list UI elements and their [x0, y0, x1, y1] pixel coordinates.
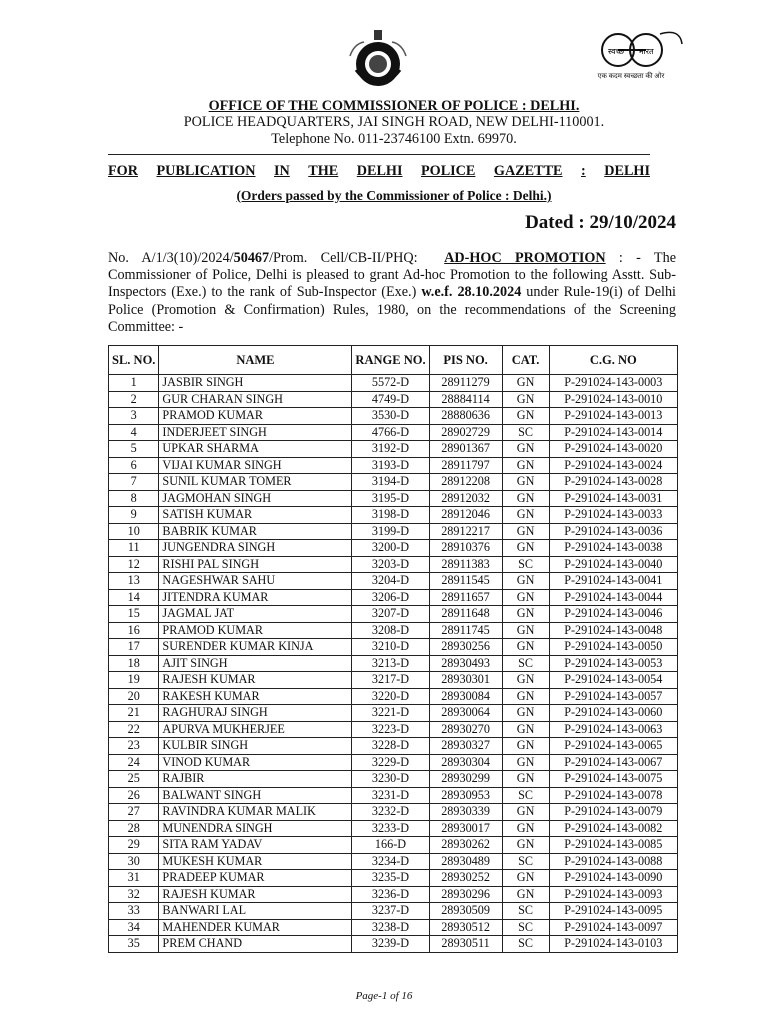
table-row — [109, 507, 678, 524]
sl-cell: 4 — [109, 424, 159, 441]
table-row — [109, 936, 678, 953]
range-cell: 3210-D — [352, 639, 429, 656]
name-cell: GUR CHARAN SINGH — [159, 391, 352, 408]
promotion-table — [108, 345, 678, 953]
col-name: NAME — [159, 346, 352, 375]
cg-cell: P-291024-143-0103 — [549, 936, 677, 953]
pis-cell: 28930493 — [429, 655, 502, 672]
sl-cell: 34 — [109, 919, 159, 936]
table-row — [109, 837, 678, 854]
cg-cell: P-291024-143-0046 — [549, 606, 677, 623]
name-cell: VIJAI KUMAR SINGH — [159, 457, 352, 474]
sl-cell: 18 — [109, 655, 159, 672]
cat-cell: GN — [502, 457, 549, 474]
sl-cell: 33 — [109, 903, 159, 920]
header-divider — [108, 154, 650, 155]
sl-cell: 13 — [109, 573, 159, 590]
range-cell: 3192-D — [352, 441, 429, 458]
range-cell: 3193-D — [352, 457, 429, 474]
cg-cell: P-291024-143-0075 — [549, 771, 677, 788]
name-cell: MUNENDRA SINGH — [159, 820, 352, 837]
cat-cell: SC — [502, 556, 549, 573]
cg-cell: P-291024-143-0031 — [549, 490, 677, 507]
name-cell: NAGESHWAR SAHU — [159, 573, 352, 590]
cat-cell: GN — [502, 573, 549, 590]
table-row — [109, 474, 678, 491]
pis-cell: 28930262 — [429, 837, 502, 854]
range-cell: 3195-D — [352, 490, 429, 507]
range-cell: 3233-D — [352, 820, 429, 837]
sl-cell: 16 — [109, 622, 159, 639]
cat-cell: GN — [502, 441, 549, 458]
range-cell: 3223-D — [352, 721, 429, 738]
sl-cell: 9 — [109, 507, 159, 524]
name-cell: JAGMAL JAT — [159, 606, 352, 623]
range-cell: 3203-D — [352, 556, 429, 573]
range-cell: 3217-D — [352, 672, 429, 689]
cg-cell: P-291024-143-0093 — [549, 886, 677, 903]
cat-cell: GN — [502, 540, 549, 557]
cg-cell: P-291024-143-0040 — [549, 556, 677, 573]
range-cell: 3238-D — [352, 919, 429, 936]
cat-cell: GN — [502, 375, 549, 392]
pis-cell: 28911545 — [429, 573, 502, 590]
table-row — [109, 639, 678, 656]
pis-cell: 28930252 — [429, 870, 502, 887]
pis-cell: 28930084 — [429, 688, 502, 705]
table-row — [109, 672, 678, 689]
range-cell: 3194-D — [352, 474, 429, 491]
pis-cell: 28912217 — [429, 523, 502, 540]
pis-cell: 28912032 — [429, 490, 502, 507]
name-cell: PRAMOD KUMAR — [159, 408, 352, 425]
range-cell: 3207-D — [352, 606, 429, 623]
table-row — [109, 606, 678, 623]
pub-word: DELHI — [604, 163, 650, 179]
col-pis: PIS NO. — [429, 346, 502, 375]
cg-cell: P-291024-143-0014 — [549, 424, 677, 441]
pis-cell: 28930301 — [429, 672, 502, 689]
cg-cell: P-291024-143-0053 — [549, 655, 677, 672]
table-row — [109, 705, 678, 722]
name-cell: RAVINDRA KUMAR MALIK — [159, 804, 352, 821]
sl-cell: 7 — [109, 474, 159, 491]
cat-cell: SC — [502, 853, 549, 870]
pis-cell: 28911657 — [429, 589, 502, 606]
table-row — [109, 375, 678, 392]
sl-cell: 3 — [109, 408, 159, 425]
sl-cell: 1 — [109, 375, 159, 392]
pis-cell: 28880636 — [429, 408, 502, 425]
sl-cell: 35 — [109, 936, 159, 953]
pis-cell: 28930327 — [429, 738, 502, 755]
pis-cell: 28930017 — [429, 820, 502, 837]
cat-cell: SC — [502, 903, 549, 920]
cg-cell: P-291024-143-0010 — [549, 391, 677, 408]
cg-cell: P-291024-143-0057 — [549, 688, 677, 705]
swachh-tagline: एक कदम स्वच्छता की ओर — [597, 72, 665, 80]
range-cell: 3198-D — [352, 507, 429, 524]
sl-cell: 24 — [109, 754, 159, 771]
table-row — [109, 573, 678, 590]
name-cell: RAJBIR — [159, 771, 352, 788]
order-text-rest: under Rule-19(i) of Delhi Police (Promotion & Confirmation) Rules, 1980, on the recommendations of the Screening Committee: - — [108, 284, 676, 335]
pis-cell: 28911648 — [429, 606, 502, 623]
cat-cell: GN — [502, 606, 549, 623]
name-cell: SUNIL KUMAR TOMER — [159, 474, 352, 491]
sl-cell: 12 — [109, 556, 159, 573]
cat-cell: GN — [502, 523, 549, 540]
table-row — [109, 853, 678, 870]
pis-cell: 28902729 — [429, 424, 502, 441]
pis-cell: 28911797 — [429, 457, 502, 474]
pub-word: POLICE — [421, 163, 476, 179]
pub-word: THE — [308, 163, 339, 179]
pub-word: : — [581, 163, 586, 179]
pis-cell: 28901367 — [429, 441, 502, 458]
range-cell: 3206-D — [352, 589, 429, 606]
pis-cell: 28930489 — [429, 853, 502, 870]
office-title: OFFICE OF THE COMMISSIONER OF POLICE : DELHI. — [208, 98, 580, 114]
name-cell: BANWARI LAL — [159, 903, 352, 920]
table-row — [109, 523, 678, 540]
name-cell: SITA RAM YADAV — [159, 837, 352, 854]
cat-cell: SC — [502, 936, 549, 953]
table-row — [109, 721, 678, 738]
pis-cell: 28930299 — [429, 771, 502, 788]
pis-cell: 28911383 — [429, 556, 502, 573]
table-row — [109, 787, 678, 804]
cg-cell: P-291024-143-0038 — [549, 540, 677, 557]
range-cell: 3231-D — [352, 787, 429, 804]
page-footer: Page-1 of 16 — [355, 990, 413, 1002]
sl-cell: 27 — [109, 804, 159, 821]
cat-cell: SC — [502, 919, 549, 936]
sl-cell: 30 — [109, 853, 159, 870]
cg-cell: P-291024-143-0033 — [549, 507, 677, 524]
cat-cell: SC — [502, 787, 549, 804]
range-cell: 3235-D — [352, 870, 429, 887]
sl-cell: 17 — [109, 639, 159, 656]
table-row — [109, 919, 678, 936]
name-cell: MUKESH KUMAR — [159, 853, 352, 870]
sl-cell: 31 — [109, 870, 159, 887]
table-row — [109, 424, 678, 441]
cg-cell: P-291024-143-0063 — [549, 721, 677, 738]
cat-cell: GN — [502, 705, 549, 722]
cat-cell: GN — [502, 490, 549, 507]
cg-cell: P-291024-143-0095 — [549, 903, 677, 920]
sl-cell: 11 — [109, 540, 159, 557]
range-cell: 5572-D — [352, 375, 429, 392]
sl-cell: 19 — [109, 672, 159, 689]
pis-cell: 28930953 — [429, 787, 502, 804]
sl-cell: 32 — [109, 886, 159, 903]
pis-cell: 28930270 — [429, 721, 502, 738]
cat-cell: GN — [502, 886, 549, 903]
cat-cell: GN — [502, 820, 549, 837]
col-sl: SL. NO. — [109, 346, 159, 375]
table-row — [109, 804, 678, 821]
cat-cell: GN — [502, 688, 549, 705]
delhi-police-emblem-icon — [336, 26, 420, 96]
pis-cell: 28930296 — [429, 886, 502, 903]
table-row — [109, 688, 678, 705]
cg-cell: P-291024-143-0060 — [549, 705, 677, 722]
cg-cell: P-291024-143-0067 — [549, 754, 677, 771]
name-cell: KULBIR SINGH — [159, 738, 352, 755]
cg-cell: P-291024-143-0041 — [549, 573, 677, 590]
table-row — [109, 589, 678, 606]
sl-cell: 29 — [109, 837, 159, 854]
cg-cell: P-291024-143-0079 — [549, 804, 677, 821]
range-cell: 3230-D — [352, 771, 429, 788]
cg-cell: P-291024-143-0036 — [549, 523, 677, 540]
office-address: POLICE HEADQUARTERS, JAI SINGH ROAD, NEW DELHI-110001. — [183, 114, 605, 130]
pis-cell: 28911279 — [429, 375, 502, 392]
table-row — [109, 886, 678, 903]
cat-cell: GN — [502, 771, 549, 788]
name-cell: INDERJEET SINGH — [159, 424, 352, 441]
name-cell: AJIT SINGH — [159, 655, 352, 672]
table-row — [109, 622, 678, 639]
range-cell: 3199-D — [352, 523, 429, 540]
order-text: : - The Commissioner of Police, Delhi is pleased to grant Ad-hoc Promotion to the following Asstt. Sub-Inspectors (Exe.) to the rank of Sub-Inspector (Exe.) — [108, 250, 676, 301]
table-row — [109, 903, 678, 920]
cg-cell: P-291024-143-0088 — [549, 853, 677, 870]
cg-cell: P-291024-143-0013 — [549, 408, 677, 425]
table-row — [109, 391, 678, 408]
pub-word: FOR — [108, 163, 138, 179]
range-cell: 3236-D — [352, 886, 429, 903]
svg-text:भारत: भारत — [638, 47, 654, 56]
name-cell: UPKAR SHARMA — [159, 441, 352, 458]
pis-cell: 28930509 — [429, 903, 502, 920]
order-title: AD-HOC PROMOTION — [444, 250, 606, 266]
cat-cell: GN — [502, 589, 549, 606]
table-row — [109, 457, 678, 474]
sl-cell: 10 — [109, 523, 159, 540]
cat-cell: GN — [502, 754, 549, 771]
cg-cell: P-291024-143-0085 — [549, 837, 677, 854]
col-cat: CAT. — [502, 346, 549, 375]
range-cell: 3213-D — [352, 655, 429, 672]
office-telephone: Telephone No. 011-23746100 Extn. 69970. — [271, 131, 517, 147]
range-cell: 3208-D — [352, 622, 429, 639]
pis-cell: 28930511 — [429, 936, 502, 953]
sl-cell: 25 — [109, 771, 159, 788]
name-cell: PRAMOD KUMAR — [159, 622, 352, 639]
publication-line — [108, 163, 650, 180]
sl-cell: 28 — [109, 820, 159, 837]
table-row — [109, 540, 678, 557]
sl-cell: 8 — [109, 490, 159, 507]
order-no-suffix: /Prom. Cell/CB-II/PHQ: — [269, 250, 418, 266]
pis-cell: 28930304 — [429, 754, 502, 771]
cat-cell: GN — [502, 474, 549, 491]
pis-cell: 28930064 — [429, 705, 502, 722]
range-cell: 4749-D — [352, 391, 429, 408]
table-row — [109, 754, 678, 771]
cg-cell: P-291024-143-0082 — [549, 820, 677, 837]
name-cell: RAGHURAJ SINGH — [159, 705, 352, 722]
cg-cell: P-291024-143-0090 — [549, 870, 677, 887]
cg-cell: P-291024-143-0065 — [549, 738, 677, 755]
cg-cell: P-291024-143-0054 — [549, 672, 677, 689]
cat-cell: GN — [502, 622, 549, 639]
col-range: RANGE NO. — [352, 346, 429, 375]
pis-cell: 28912046 — [429, 507, 502, 524]
pis-cell: 28930512 — [429, 919, 502, 936]
sl-cell: 6 — [109, 457, 159, 474]
range-cell: 3229-D — [352, 754, 429, 771]
table-row — [109, 441, 678, 458]
cat-cell: GN — [502, 738, 549, 755]
range-cell: 3239-D — [352, 936, 429, 953]
cat-cell: GN — [502, 391, 549, 408]
order-wef: w.e.f. 28.10.2024 — [421, 284, 522, 301]
sl-cell: 15 — [109, 606, 159, 623]
range-cell: 3220-D — [352, 688, 429, 705]
name-cell: PREM CHAND — [159, 936, 352, 953]
pis-cell: 28884114 — [429, 391, 502, 408]
pub-word: GAZETTE — [493, 163, 563, 179]
cat-cell: GN — [502, 408, 549, 425]
range-cell: 3237-D — [352, 903, 429, 920]
cat-cell: GN — [502, 507, 549, 524]
sl-cell: 14 — [109, 589, 159, 606]
cat-cell: GN — [502, 639, 549, 656]
name-cell: JASBIR SINGH — [159, 375, 352, 392]
order-date: Dated : 29/10/2024 — [525, 212, 676, 233]
cat-cell: GN — [502, 721, 549, 738]
cg-cell: P-291024-143-0078 — [549, 787, 677, 804]
table-row — [109, 738, 678, 755]
pis-cell: 28912208 — [429, 474, 502, 491]
cg-cell: P-291024-143-0044 — [549, 589, 677, 606]
order-no: 50467 — [233, 250, 270, 266]
range-cell: 3200-D — [352, 540, 429, 557]
sl-cell: 22 — [109, 721, 159, 738]
svg-text:स्वच्छ: स्वच्छ — [608, 47, 625, 56]
range-cell: 4766-D — [352, 424, 429, 441]
cat-cell: SC — [502, 655, 549, 672]
pis-cell: 28930339 — [429, 804, 502, 821]
cat-cell: GN — [502, 804, 549, 821]
range-cell: 3228-D — [352, 738, 429, 755]
sl-cell: 21 — [109, 705, 159, 722]
name-cell: BABRIK KUMAR — [159, 523, 352, 540]
sl-cell: 23 — [109, 738, 159, 755]
name-cell: RAJESH KUMAR — [159, 672, 352, 689]
sl-cell: 26 — [109, 787, 159, 804]
name-cell: JUNGENDRA SINGH — [159, 540, 352, 557]
table-row — [109, 655, 678, 672]
order-no-prefix: No. A/1/3(10)/2024/ — [108, 250, 234, 266]
cat-cell: SC — [502, 424, 549, 441]
table-row — [109, 556, 678, 573]
name-cell: PRADEEP KUMAR — [159, 870, 352, 887]
cg-cell: P-291024-143-0050 — [549, 639, 677, 656]
name-cell: APURVA MUKHERJEE — [159, 721, 352, 738]
name-cell: RAJESH KUMAR — [159, 886, 352, 903]
name-cell: SURENDER KUMAR KINJA — [159, 639, 352, 656]
cg-cell: P-291024-143-0024 — [549, 457, 677, 474]
cat-cell: GN — [502, 837, 549, 854]
name-cell: MAHENDER KUMAR — [159, 919, 352, 936]
cg-cell: P-291024-143-0028 — [549, 474, 677, 491]
table-header-row — [109, 346, 678, 375]
name-cell: VINOD KUMAR — [159, 754, 352, 771]
order-paragraph — [108, 250, 676, 336]
name-cell: RAKESH KUMAR — [159, 688, 352, 705]
cg-cell: P-291024-143-0048 — [549, 622, 677, 639]
name-cell: SATISH KUMAR — [159, 507, 352, 524]
cat-cell: GN — [502, 672, 549, 689]
pis-cell: 28911745 — [429, 622, 502, 639]
table-row — [109, 870, 678, 887]
orders-note: (Orders passed by the Commissioner of Police : Delhi.) — [236, 188, 552, 203]
name-cell: JITENDRA KUMAR — [159, 589, 352, 606]
cg-cell: P-291024-143-0020 — [549, 441, 677, 458]
range-cell: 3530-D — [352, 408, 429, 425]
cg-cell: P-291024-143-0003 — [549, 375, 677, 392]
pis-cell: 28910376 — [429, 540, 502, 557]
pub-word: PUBLICATION — [156, 163, 256, 179]
cg-cell: P-291024-143-0097 — [549, 919, 677, 936]
pis-cell: 28930256 — [429, 639, 502, 656]
pub-word: DELHI — [356, 163, 403, 179]
table-row — [109, 820, 678, 837]
range-cell: 166-D — [352, 837, 429, 854]
range-cell: 3221-D — [352, 705, 429, 722]
col-cg: C.G. NO — [549, 346, 677, 375]
sl-cell: 20 — [109, 688, 159, 705]
sl-cell: 2 — [109, 391, 159, 408]
name-cell: BALWANT SINGH — [159, 787, 352, 804]
cat-cell: GN — [502, 870, 549, 887]
range-cell: 3204-D — [352, 573, 429, 590]
sl-cell: 5 — [109, 441, 159, 458]
pub-word: IN — [274, 163, 290, 179]
table-row — [109, 490, 678, 507]
range-cell: 3234-D — [352, 853, 429, 870]
name-cell: JAGMOHAN SINGH — [159, 490, 352, 507]
range-cell: 3232-D — [352, 804, 429, 821]
table-row — [109, 771, 678, 788]
table-row — [109, 408, 678, 425]
name-cell: RISHI PAL SINGH — [159, 556, 352, 573]
